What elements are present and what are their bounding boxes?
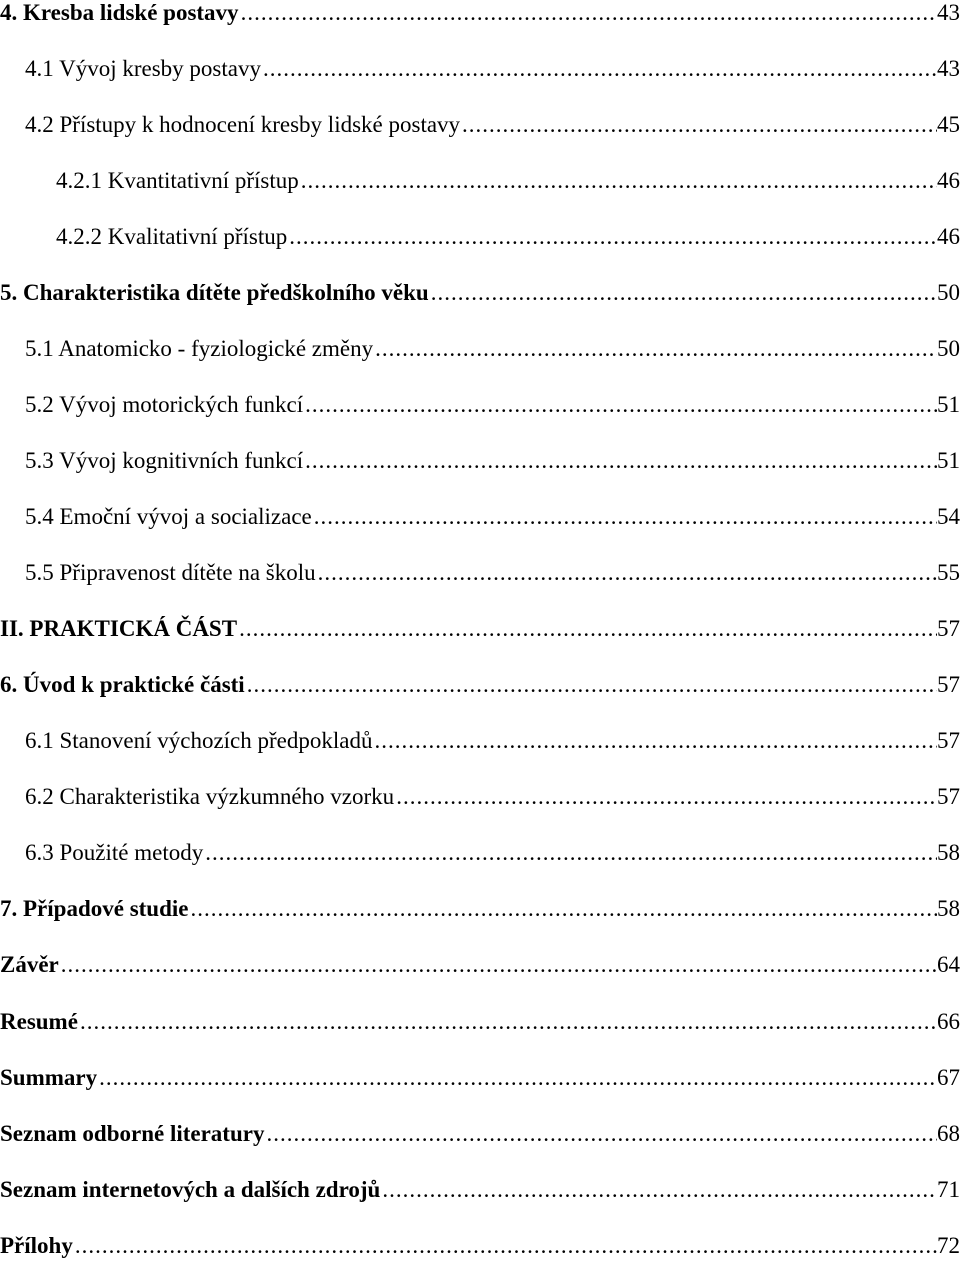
- toc-dot-leader: [382, 1170, 937, 1210]
- toc-entry[interactable]: [0, 1114, 960, 1154]
- toc-page-number: 68: [937, 1121, 960, 1146]
- toc-entry[interactable]: [0, 665, 960, 705]
- toc-page-number: 64: [937, 952, 960, 977]
- toc-page-number: 57: [937, 784, 960, 809]
- toc-entry-title: Seznam internetových a dalších zdrojů: [0, 1177, 381, 1202]
- toc-dot-leader: [396, 777, 937, 817]
- toc-page-number: 71: [937, 1177, 960, 1202]
- toc-entry[interactable]: [0, 161, 960, 201]
- toc-page-number: 50: [937, 280, 960, 305]
- toc-entry[interactable]: [0, 777, 960, 817]
- toc-dot-leader: [241, 0, 937, 33]
- toc-entry[interactable]: [0, 273, 960, 313]
- toc-entry-title: Seznam odborné literatury: [0, 1121, 265, 1146]
- toc-page-number: 55: [937, 560, 960, 585]
- toc-entry[interactable]: [0, 889, 960, 929]
- toc-entry-title: Resumé: [0, 1009, 78, 1034]
- toc-dot-leader: [80, 1002, 937, 1042]
- toc-entry[interactable]: [0, 1058, 960, 1098]
- toc-dot-leader: [190, 889, 937, 929]
- toc-dot-leader: [314, 497, 937, 537]
- toc-entry-title: 6. Úvod k praktické části: [0, 672, 245, 697]
- toc-entry[interactable]: [0, 553, 960, 593]
- toc-page-number: 50: [937, 336, 960, 361]
- toc-entry-title: 5.4 Emoční vývoj a socializace: [25, 504, 312, 529]
- toc-entry-title: 4.2 Přístupy k hodnocení kresby lidské postavy: [25, 112, 461, 137]
- toc-dot-leader: [431, 273, 937, 313]
- toc-entry[interactable]: [0, 0, 960, 33]
- toc-entry-title: 5.2 Vývoj motorických funkcí: [25, 392, 304, 417]
- toc-page-number: 45: [937, 112, 960, 137]
- toc-entry-title: 4.2.2 Kvalitativní přístup: [56, 224, 288, 249]
- toc-dot-leader: [239, 609, 937, 649]
- toc-entry-title: 6.2 Charakteristika výzkumného vzorku: [25, 784, 395, 809]
- toc-page-number: 66: [937, 1009, 960, 1034]
- toc-entry[interactable]: [0, 49, 960, 89]
- toc-dot-leader: [318, 553, 937, 593]
- toc-entry-title: 5. Charakteristika dítěte předškolního věku: [0, 280, 429, 305]
- toc-entry[interactable]: [0, 609, 960, 649]
- toc-entry-title: II. PRAKTICKÁ ČÁST: [0, 616, 238, 641]
- toc-entry[interactable]: [0, 1226, 960, 1266]
- toc-page-number: 46: [937, 224, 960, 249]
- toc-dot-leader: [301, 161, 937, 201]
- toc-entry-title: 4. Kresba lidské postavy: [0, 0, 239, 25]
- toc-page-number: 51: [937, 448, 960, 473]
- toc-entry[interactable]: [0, 1002, 960, 1042]
- toc-entry[interactable]: [0, 441, 960, 481]
- toc-entry-title: 5.3 Vývoj kognitivních funkcí: [25, 448, 304, 473]
- toc-entry-title: 6.3 Použité metody: [25, 840, 204, 865]
- toc-entry-title: 4.1 Vývoj kresby postavy: [25, 56, 261, 81]
- toc-entry-title: 6.1 Stanovení výchozích předpokladů: [25, 728, 373, 753]
- toc-page-number: 57: [937, 728, 960, 753]
- toc-entry[interactable]: [0, 385, 960, 425]
- toc-page-number: 58: [937, 840, 960, 865]
- toc-entry[interactable]: [0, 329, 960, 369]
- toc-entry[interactable]: [0, 721, 960, 761]
- toc-dot-leader: [289, 217, 937, 257]
- toc-page-number: 57: [937, 672, 960, 697]
- toc-dot-leader: [263, 49, 937, 89]
- toc-entry-title: 4.2.1 Kvantitativní přístup: [56, 168, 299, 193]
- toc-entry[interactable]: [0, 833, 960, 873]
- toc-dot-leader: [75, 1226, 937, 1266]
- toc-entry-title: Přílohy: [0, 1233, 73, 1258]
- toc-dot-leader: [305, 385, 937, 425]
- toc-page-number: 58: [937, 896, 960, 921]
- toc-entry-title: 5.5 Připravenost dítěte na školu: [25, 560, 316, 585]
- toc-dot-leader: [99, 1058, 937, 1098]
- toc-page-number: 57: [937, 616, 960, 641]
- toc-entry[interactable]: [0, 497, 960, 537]
- toc-entry[interactable]: [0, 217, 960, 257]
- toc-entry[interactable]: [0, 1170, 960, 1210]
- toc-dot-leader: [266, 1114, 937, 1154]
- toc-entry-title: Summary: [0, 1065, 98, 1090]
- toc-page-number: 46: [937, 168, 960, 193]
- toc-page-number: 72: [937, 1233, 960, 1258]
- toc-page-number: 43: [937, 56, 960, 81]
- toc-page-number: 54: [937, 504, 960, 529]
- toc-dot-leader: [374, 721, 937, 761]
- toc-entry-title: 7. Případové studie: [0, 896, 189, 921]
- toc-page-number: 51: [937, 392, 960, 417]
- toc-entry-title: 5.1 Anatomicko - fyziologické změny: [25, 336, 374, 361]
- toc-dot-leader: [305, 441, 937, 481]
- toc-dot-leader: [375, 329, 937, 369]
- toc-page-number: 67: [937, 1065, 960, 1090]
- toc-page-number: 43: [937, 0, 960, 25]
- toc-entry-title: Závěr: [0, 952, 59, 977]
- toc-dot-leader: [61, 945, 937, 985]
- toc-dot-leader: [462, 105, 937, 145]
- toc-entry[interactable]: [0, 945, 960, 985]
- toc-dot-leader: [205, 833, 937, 873]
- toc-entry[interactable]: [0, 105, 960, 145]
- toc-dot-leader: [247, 665, 937, 705]
